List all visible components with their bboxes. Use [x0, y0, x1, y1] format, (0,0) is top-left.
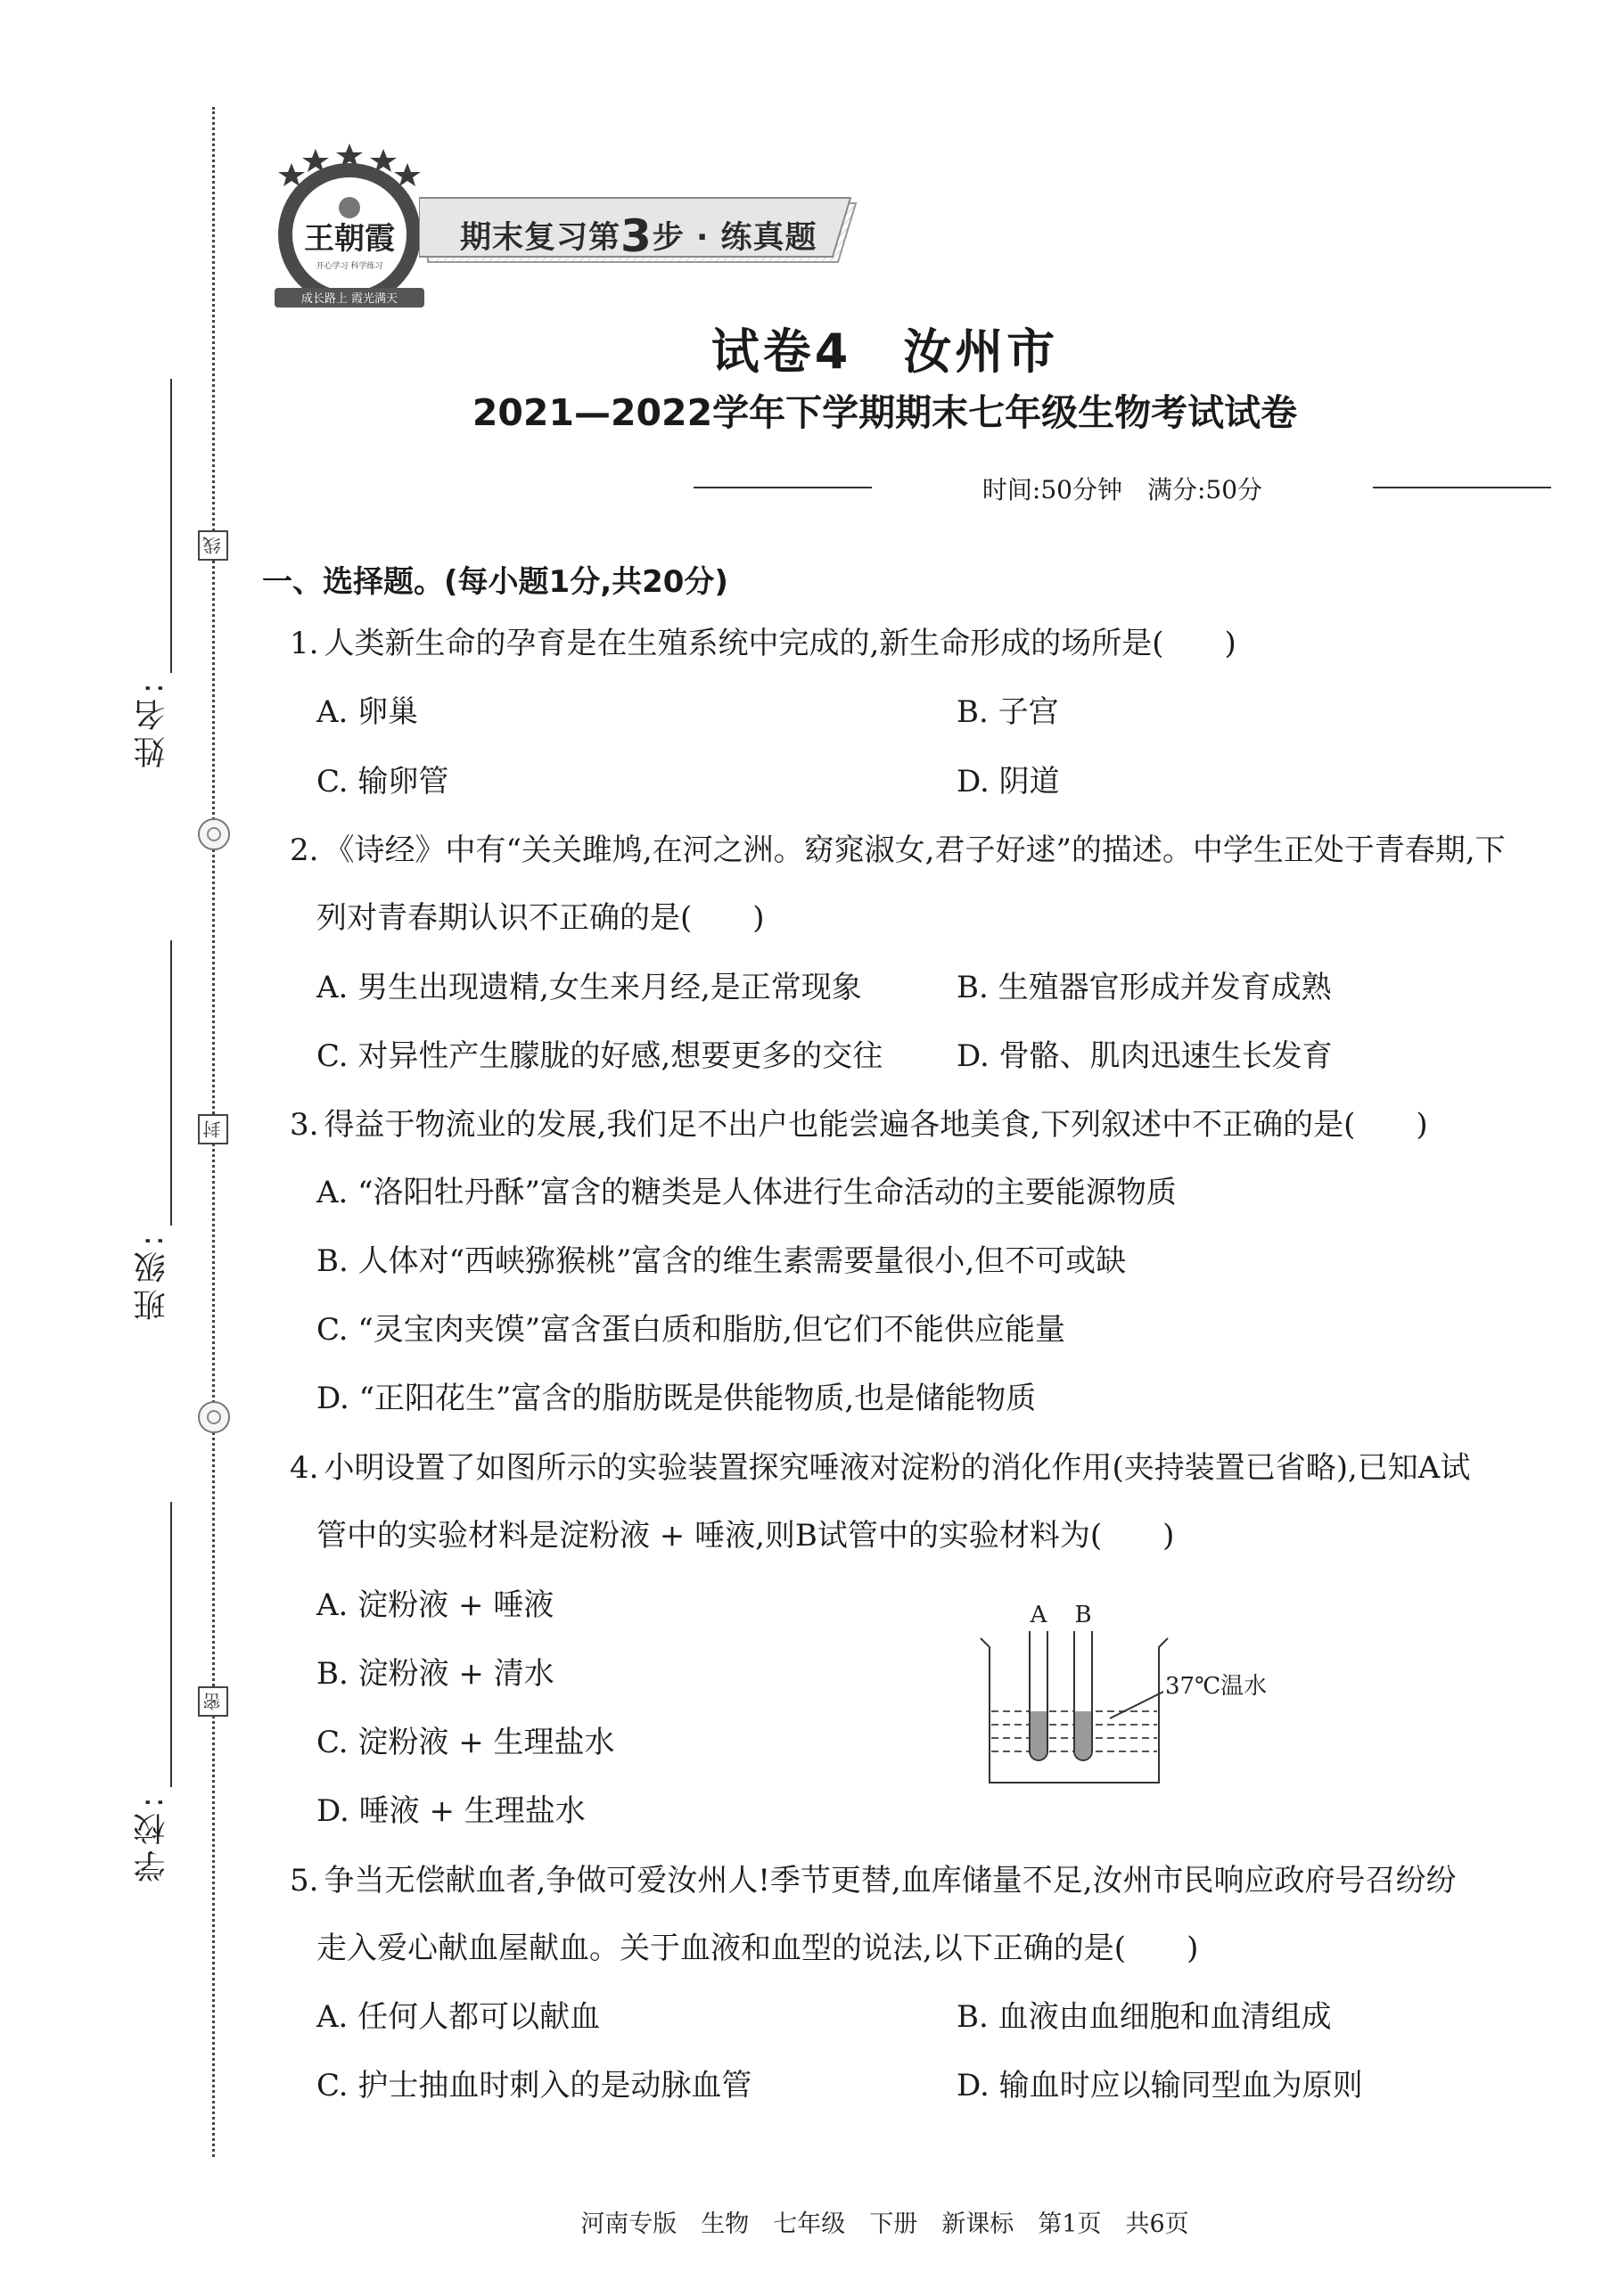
- question-stem-continued: 列对青春期认识不正确的是( ): [316, 900, 765, 936]
- option[interactable]: C. 护士抽血时刺入的是动脉血管: [316, 2068, 752, 2103]
- option[interactable]: B. 子宫: [957, 694, 1059, 730]
- paper-title: 试卷4 汝州市: [710, 324, 1059, 380]
- banner-title: 期末复习第3步 · 练真题: [460, 210, 817, 262]
- question-stem-continued: 管中的实验材料是淀粉液 + 唾液,则B试管中的实验材料为( ): [316, 1518, 1175, 1554]
- water-label: 37℃温水: [1165, 1673, 1268, 1700]
- tube-b-label: B: [1074, 1602, 1092, 1628]
- seal-line-mark: 线: [198, 530, 228, 561]
- name-label: 姓名:: [134, 677, 170, 769]
- option[interactable]: D. 唾液 + 生理盐水: [316, 1793, 586, 1829]
- option[interactable]: B. 血液由血细胞和血清组成: [957, 1999, 1332, 2035]
- seal-close-mark: 密: [198, 1686, 228, 1717]
- option[interactable]: A. “洛阳牡丹酥”富含的糖类是人体进行生命活动的主要能源物质: [316, 1175, 1177, 1210]
- beaker-diagram: [976, 1595, 1297, 1792]
- school-label: 学校:: [134, 1792, 170, 1883]
- logo-name: 王朝霞: [304, 221, 395, 257]
- question-stem: 1. 人类新生命的孕育是在生殖系统中完成的,新生命形成的场所是( ): [290, 626, 1236, 661]
- question-stem-continued: 走入爱心献血屋献血。关于血液和血型的说法,以下正确的是( ): [316, 1931, 1199, 1966]
- rule-right: [1373, 487, 1551, 488]
- question-stem: 2. 《诗经》中有“关关雎鸠,在河之洲。窈窕淑女,君子好逑”的描述。中学生正处于青春期,下: [290, 832, 1506, 868]
- option[interactable]: C. 淀粉液 + 生理盐水: [316, 1725, 615, 1760]
- seal-circle-icon: [198, 1401, 230, 1433]
- option[interactable]: A. 淀粉液 + 唾液: [316, 1587, 554, 1623]
- question-stem: 3. 得益于物流业的发展,我们足不出户也能尝遍各地美食,下列叙述中不正确的是( ): [290, 1107, 1428, 1143]
- tube-b-liquid: [1075, 1711, 1091, 1759]
- option[interactable]: D. 输血时应以输同型血为原则: [957, 2068, 1363, 2103]
- option[interactable]: B. 生殖器官形成并发育成熟: [957, 970, 1332, 1005]
- seal-seal-mark: 封: [198, 1114, 228, 1144]
- brand-logo-icon: [260, 138, 439, 316]
- question-stem: 4. 小明设置了如图所示的实验装置探究唾液对淀粉的消化作用(夹持装置已省略),已知A试: [290, 1450, 1471, 1486]
- option[interactable]: D. 骨骼、肌肉迅速生长发育: [957, 1038, 1333, 1074]
- section-heading: 一、选择题。(每小题1分,共20分): [262, 564, 728, 600]
- question-stem: 5. 争当无偿献血者,争做可爱汝州人!季节更替,血库储量不足,汝州市民响应政府号召纷纷: [290, 1863, 1457, 1898]
- tube-a-liquid: [1031, 1711, 1047, 1759]
- option[interactable]: B. 人体对“西峡猕猴桃”富含的维生素需要量很小,但不可或缺: [316, 1243, 1127, 1279]
- option[interactable]: B. 淀粉液 + 清水: [316, 1656, 554, 1692]
- option[interactable]: C. 输卵管: [316, 764, 449, 800]
- option[interactable]: D. 阴道: [957, 764, 1060, 800]
- option[interactable]: C. 对异性产生朦胧的好感,想要更多的交往: [316, 1038, 883, 1074]
- option[interactable]: A. 任何人都可以献血: [316, 1999, 601, 2035]
- logo-ribbon: 成长路上 霞光满天: [300, 292, 398, 306]
- paper-subtitle: 2021—2022学年下学期期末七年级生物考试试卷: [472, 391, 1298, 434]
- logo-tagline: 开心学习 科学练习: [316, 262, 383, 271]
- tube-a-label: A: [1030, 1602, 1047, 1628]
- option[interactable]: A. 男生出现遗精,女生来月经,是正常现象: [316, 970, 862, 1005]
- option[interactable]: C. “灵宝肉夹馍”富含蛋白质和脂肪,但它们不能供应能量: [316, 1312, 1065, 1348]
- school-field[interactable]: [170, 1502, 172, 1787]
- option[interactable]: D. “正阳花生”富含的脂肪既是供能物质,也是储能物质: [316, 1381, 1037, 1416]
- option[interactable]: A. 卵巢: [316, 694, 419, 730]
- page-footer: 河南专版 生物 七年级 下册 新课标 第1页 共6页: [580, 2210, 1189, 2238]
- exam-info: 时间:50分钟 满分:50分: [981, 475, 1263, 504]
- exam-info-bar: [694, 469, 1551, 504]
- class-field[interactable]: [170, 940, 172, 1226]
- class-label: 班级:: [134, 1230, 170, 1322]
- seal-circle-icon: [198, 818, 230, 850]
